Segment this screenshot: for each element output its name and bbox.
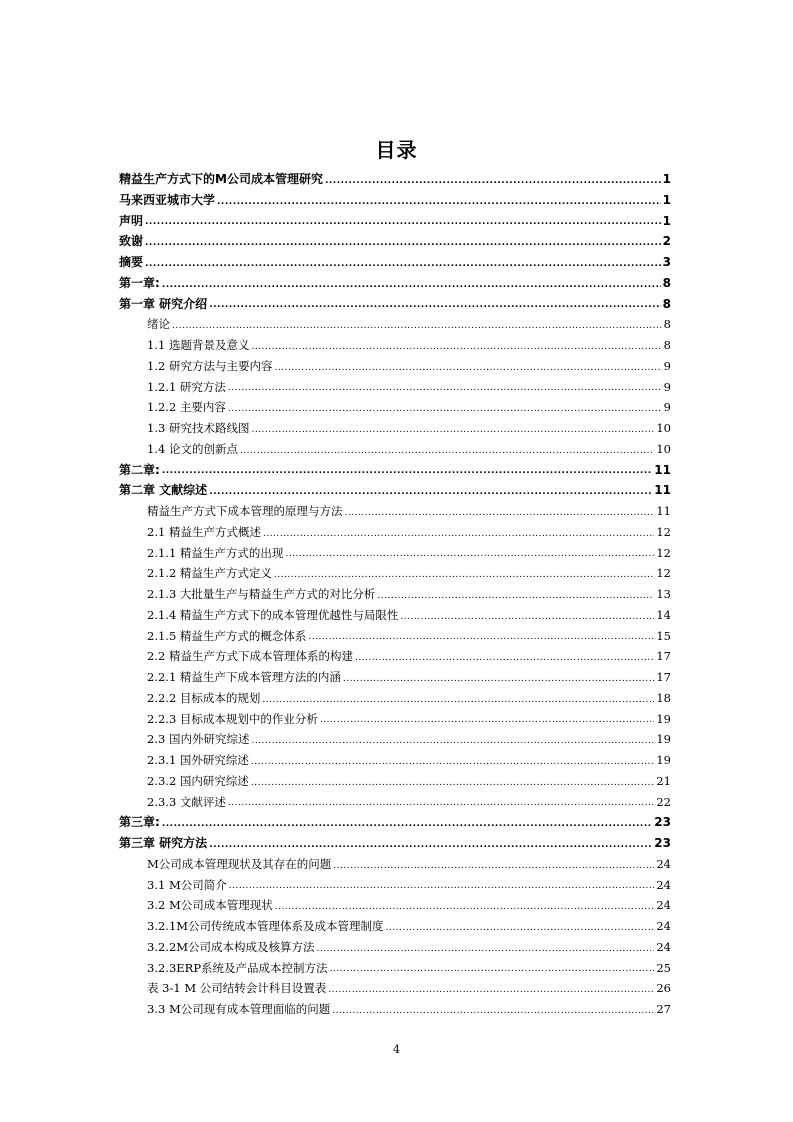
toc-entry-title: 2.1.3 大批量生产与精益生产方式的对比分析 <box>147 587 376 601</box>
toc-entry[interactable] <box>119 169 671 190</box>
toc-entry[interactable] <box>119 439 671 460</box>
toc-entry[interactable] <box>119 999 671 1020</box>
toc-entry-title: 摘要 <box>119 255 144 269</box>
toc-entry[interactable] <box>119 854 671 875</box>
toc-entry-page: 12 <box>656 545 671 560</box>
page-number: 4 <box>393 1043 400 1056</box>
toc-entry[interactable] <box>119 190 671 211</box>
toc-entry-title: 马来西亚城市大学 <box>119 192 216 207</box>
toc-entry[interactable] <box>119 812 671 833</box>
toc-leader-dots <box>285 545 654 563</box>
toc-leader-dots <box>217 193 661 211</box>
table-of-contents <box>119 169 671 1020</box>
toc-entry[interactable] <box>119 522 671 543</box>
toc-entry-title: 1.3 研究技术路线图 <box>147 421 250 435</box>
toc-entry-page: 24 <box>656 919 671 933</box>
toc-entry[interactable] <box>119 771 671 792</box>
toc-entry[interactable] <box>119 895 671 916</box>
toc-leader-dots <box>332 1002 654 1020</box>
toc-entry-page: 24 <box>656 939 671 954</box>
toc-entry-page: 26 <box>656 981 671 996</box>
toc-leader-dots <box>262 691 654 709</box>
toc-entry-title: 绪论 <box>147 317 170 332</box>
toc-entry-page: 19 <box>656 753 671 767</box>
toc-entry-title: 1.4 论文的创新点 <box>147 441 238 456</box>
toc-entry[interactable] <box>119 294 671 315</box>
toc-entry-title: 3.2 M公司成本管理现状 <box>147 898 273 913</box>
toc-leader-dots <box>162 462 652 480</box>
toc-entry[interactable] <box>119 397 671 418</box>
toc-entry-title: 2.3 国内外研究综述 <box>147 732 250 747</box>
toc-entry-title: 2.1.2 精益生产方式定义 <box>147 566 272 581</box>
toc-leader-dots <box>386 919 655 937</box>
toc-entry-page: 11 <box>654 483 671 498</box>
toc-entry-page: 11 <box>654 462 671 477</box>
toc-entry-title: 3.3 M公司现有成本管理面临的问题 <box>147 1002 331 1016</box>
toc-entry-page: 23 <box>654 815 671 830</box>
toc-entry-page: 19 <box>656 732 671 747</box>
toc-leader-dots <box>145 234 661 252</box>
toc-entry-page: 10 <box>656 441 671 456</box>
toc-entry-page: 27 <box>656 1002 671 1016</box>
toc-entry-page: 18 <box>656 690 671 705</box>
toc-entry-page: 24 <box>656 856 671 871</box>
toc-leader-dots <box>145 255 661 273</box>
toc-leader-dots <box>343 670 654 688</box>
toc-entry-page: 9 <box>663 358 671 373</box>
toc-entry-title: 第二章 文献综述 <box>119 483 208 498</box>
toc-leader-dots <box>308 628 654 646</box>
toc-entry[interactable] <box>119 418 671 439</box>
toc-entry[interactable] <box>119 667 671 688</box>
toc-entry-title: 2.2.1 精益生产下成本管理方法的内涵 <box>147 670 341 684</box>
toc-leader-dots <box>275 898 655 916</box>
toc-entry[interactable] <box>119 605 671 626</box>
toc-entry-title: 2.1 精益生产方式概述 <box>147 524 261 539</box>
toc-leader-dots <box>162 276 661 294</box>
toc-entry-page: 11 <box>656 504 671 518</box>
toc-entry-title: 第一章 研究介绍 <box>119 296 208 311</box>
toc-leader-dots <box>377 587 654 605</box>
toc-entry[interactable] <box>119 273 671 294</box>
toc-entry-page: 3 <box>662 255 671 269</box>
toc-entry[interactable] <box>119 314 671 335</box>
toc-entry-page: 21 <box>656 773 671 788</box>
toc-entry-title: 精益生产方式下成本管理的原理与方法 <box>147 504 343 518</box>
toc-entry-page: 23 <box>654 836 671 850</box>
toc-entry-page: 17 <box>656 649 671 664</box>
toc-entry-title: 第三章: <box>119 815 160 830</box>
toc-entry[interactable] <box>119 958 671 979</box>
toc-entry[interactable] <box>119 377 671 398</box>
toc-leader-dots <box>330 960 655 978</box>
toc-entry[interactable] <box>119 501 671 522</box>
toc-entry-title: 2.2 精益生产方式下成本管理体系的构建 <box>147 649 353 664</box>
toc-leader-dots <box>209 836 652 854</box>
toc-leader-dots <box>251 421 654 439</box>
toc-entry-page: 12 <box>656 524 671 539</box>
toc-entry-title: 1.2.1 研究方法 <box>147 379 226 394</box>
toc-entry-title: 2.1.1 精益生产方式的出现 <box>147 545 284 560</box>
toc-leader-dots <box>333 857 654 875</box>
toc-entry-title: 3.2.3ERP系统及产品成本控制方法 <box>147 960 328 975</box>
toc-leader-dots <box>320 711 654 729</box>
toc-entry-page: 17 <box>656 670 671 684</box>
toc-leader-dots <box>145 213 661 231</box>
toc-entry[interactable] <box>119 978 671 999</box>
toc-entry[interactable] <box>119 626 671 647</box>
toc-entry[interactable] <box>119 543 671 564</box>
toc-leader-dots <box>209 296 660 314</box>
toc-entry-title: 1.2 研究方法与主要内容 <box>147 358 273 373</box>
toc-entry-title: 2.3.1 国外研究综述 <box>147 753 249 767</box>
toc-entry-title: 2.1.5 精益生产方式的概念体系 <box>147 628 307 643</box>
toc-leader-dots <box>228 794 654 812</box>
toc-entry-title: 1.1 选题背景及意义 <box>147 338 250 352</box>
toc-entry-page: 25 <box>656 960 671 975</box>
toc-entry-page: 13 <box>656 587 671 601</box>
toc-entry[interactable] <box>119 356 671 377</box>
toc-entry-title: 表 3-1 M 公司结转会计科目设置表 <box>147 981 327 996</box>
toc-entry-title: 精益生产方式下的M公司成本管理研究 <box>119 172 323 186</box>
toc-entry-page: 9 <box>663 400 671 415</box>
toc-entry[interactable] <box>119 875 671 896</box>
toc-entry-page: 1 <box>662 172 671 186</box>
toc-entry[interactable] <box>119 231 671 252</box>
toc-entry-page: 10 <box>656 421 671 435</box>
toc-entry-page: 1 <box>662 192 671 207</box>
toc-entry-page: 8 <box>662 275 671 290</box>
toc-entry-page: 9 <box>663 379 671 394</box>
toc-entry-page: 8 <box>663 338 671 352</box>
toc-leader-dots <box>229 877 655 895</box>
toc-entry[interactable] <box>119 480 671 501</box>
toc-entry[interactable] <box>119 833 671 854</box>
toc-entry[interactable] <box>119 335 671 356</box>
toc-entry-title: 第三章 研究方法 <box>119 836 208 850</box>
toc-entry[interactable] <box>119 916 671 937</box>
toc-leader-dots <box>228 379 662 397</box>
toc-leader-dots <box>172 317 662 335</box>
toc-entry[interactable] <box>119 584 671 605</box>
toc-entry-title: 2.3.3 文献评述 <box>147 794 226 809</box>
toc-entry-page: 14 <box>656 607 671 622</box>
toc-leader-dots <box>228 400 662 418</box>
toc-entry[interactable] <box>119 750 671 771</box>
toc-entry-title: 声明 <box>119 213 144 228</box>
toc-entry-title: 2.2.2 目标成本的规划 <box>147 690 261 705</box>
toc-entry-title: 2.1.4 精益生产方式下的成本管理优越性与局限性 <box>147 607 399 622</box>
toc-leader-dots <box>251 774 654 792</box>
toc-entry[interactable] <box>119 688 671 709</box>
toc-entry[interactable] <box>119 252 671 273</box>
toc-entry-page: 1 <box>662 213 671 228</box>
toc-entry[interactable] <box>119 646 671 667</box>
toc-leader-dots <box>274 566 654 584</box>
toc-entry-page: 12 <box>656 566 671 581</box>
toc-entry-page: 15 <box>656 628 671 643</box>
toc-entry-title: 第一章: <box>119 275 160 290</box>
toc-leader-dots <box>328 981 654 999</box>
toc-leader-dots <box>274 359 661 377</box>
toc-leader-dots <box>209 483 652 501</box>
toc-leader-dots <box>263 525 654 543</box>
page-title: 目录 <box>375 138 418 162</box>
toc-entry-page: 8 <box>663 317 671 332</box>
toc-entry-title: 2.2.3 目标成本规划中的作业分析 <box>147 711 318 726</box>
toc-entry-page: 19 <box>656 711 671 726</box>
toc-entry-page: 22 <box>656 794 671 809</box>
toc-entry[interactable] <box>119 563 671 584</box>
toc-entry-title: M公司成本管理现状及其存在的问题 <box>147 856 332 871</box>
toc-entry-title: 2.3.2 国内研究综述 <box>147 773 249 788</box>
toc-entry[interactable] <box>119 211 671 232</box>
toc-leader-dots <box>325 172 661 190</box>
toc-entry[interactable] <box>119 937 671 958</box>
toc-entry-page: 24 <box>656 898 671 913</box>
toc-leader-dots <box>162 815 652 833</box>
toc-entry-title: 第二章: <box>119 462 160 477</box>
toc-leader-dots <box>355 649 654 667</box>
toc-leader-dots <box>400 608 654 626</box>
toc-leader-dots <box>345 504 655 522</box>
toc-entry[interactable] <box>119 709 671 730</box>
toc-leader-dots <box>251 732 654 750</box>
toc-leader-dots <box>317 940 655 958</box>
toc-entry-page: 2 <box>662 234 671 249</box>
toc-entry-title: 3.1 M公司简介 <box>147 877 227 892</box>
toc-entry-page: 8 <box>662 296 671 311</box>
toc-entry[interactable] <box>119 792 671 813</box>
toc-entry[interactable] <box>119 460 671 481</box>
toc-leader-dots <box>240 442 654 460</box>
toc-entry-page: 24 <box>656 877 671 892</box>
toc-entry[interactable] <box>119 729 671 750</box>
toc-leader-dots <box>251 338 661 356</box>
toc-entry-title: 3.2.2M公司成本构成及核算方法 <box>147 939 315 954</box>
toc-entry-title: 3.2.1M公司传统成本管理体系及成本管理制度 <box>147 919 384 933</box>
toc-entry-title: 致谢 <box>119 234 144 249</box>
toc-leader-dots <box>251 753 654 771</box>
toc-entry-title: 1.2.2 主要内容 <box>147 400 226 415</box>
